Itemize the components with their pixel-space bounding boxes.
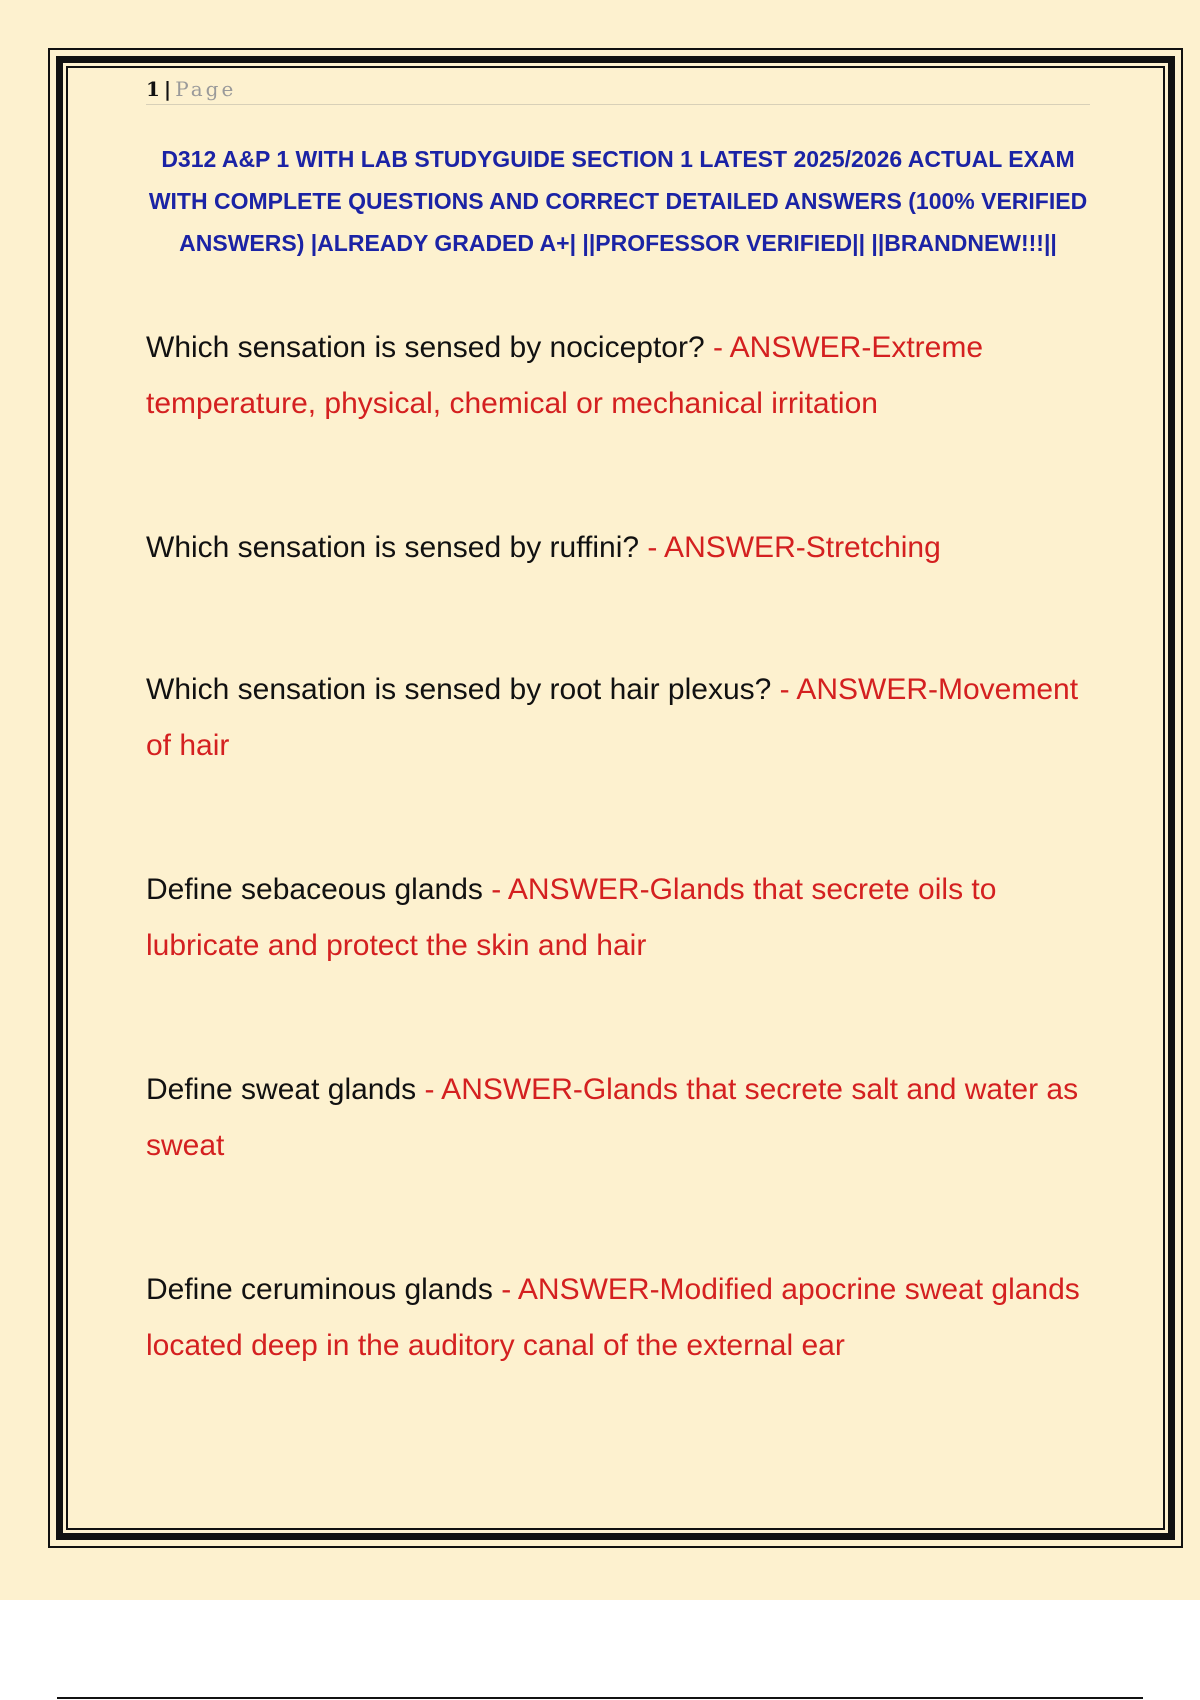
question-text: Define ceruminous glands	[146, 1273, 493, 1306]
page-label: Page	[175, 77, 237, 101]
page-separator: |	[163, 77, 172, 101]
answer-text: - ANSWER-Movement of hair	[146, 673, 1079, 762]
qa-item	[146, 1062, 1086, 1174]
answer-text: - ANSWER-Stretching	[647, 531, 941, 564]
page-number: 1	[146, 77, 160, 101]
answer-text: - ANSWER-Modified apocrine sweat glands located deep in the auditory canal of the external ear	[146, 1273, 1080, 1362]
qa-item	[146, 862, 1086, 974]
question-text: Which sensation is sensed by root hair plexus?	[146, 673, 772, 706]
question-text: Which sensation is sensed by nociceptor?	[146, 331, 705, 364]
question-text: Define sweat glands	[146, 1073, 417, 1106]
answer-text: - ANSWER-Glands that secrete oils to lubricate and protect the skin and hair	[146, 873, 997, 962]
document-title: D312 A&P 1 WITH LAB STUDYGUIDE SECTION 1 LATEST 2025/2026 ACTUAL EXAM WITH COMPLETE QUESTIONS AND CORRECT DETAILED ANSWERS (100% VERIFIED ANSWERS) |ALREADY GRADED A+| ||PROFESSOR VERIFIED|| ||BRANDNEW!!!||	[148, 146, 1088, 256]
question-text: Define sebaceous glands	[146, 873, 483, 906]
page-header	[146, 74, 1090, 105]
qa-item	[146, 1262, 1086, 1374]
qa-item	[146, 662, 1086, 774]
footer-divider	[57, 1697, 1143, 1699]
qa-item	[146, 320, 1086, 432]
question-text: Which sensation is sensed by ruffini?	[146, 531, 640, 564]
qa-item	[146, 520, 1086, 576]
answer-text: - ANSWER-Extreme temperature, physical, chemical or mechanical irritation	[146, 331, 984, 420]
answer-text: - ANSWER-Glands that secrete salt and water as sweat	[146, 1073, 1079, 1162]
